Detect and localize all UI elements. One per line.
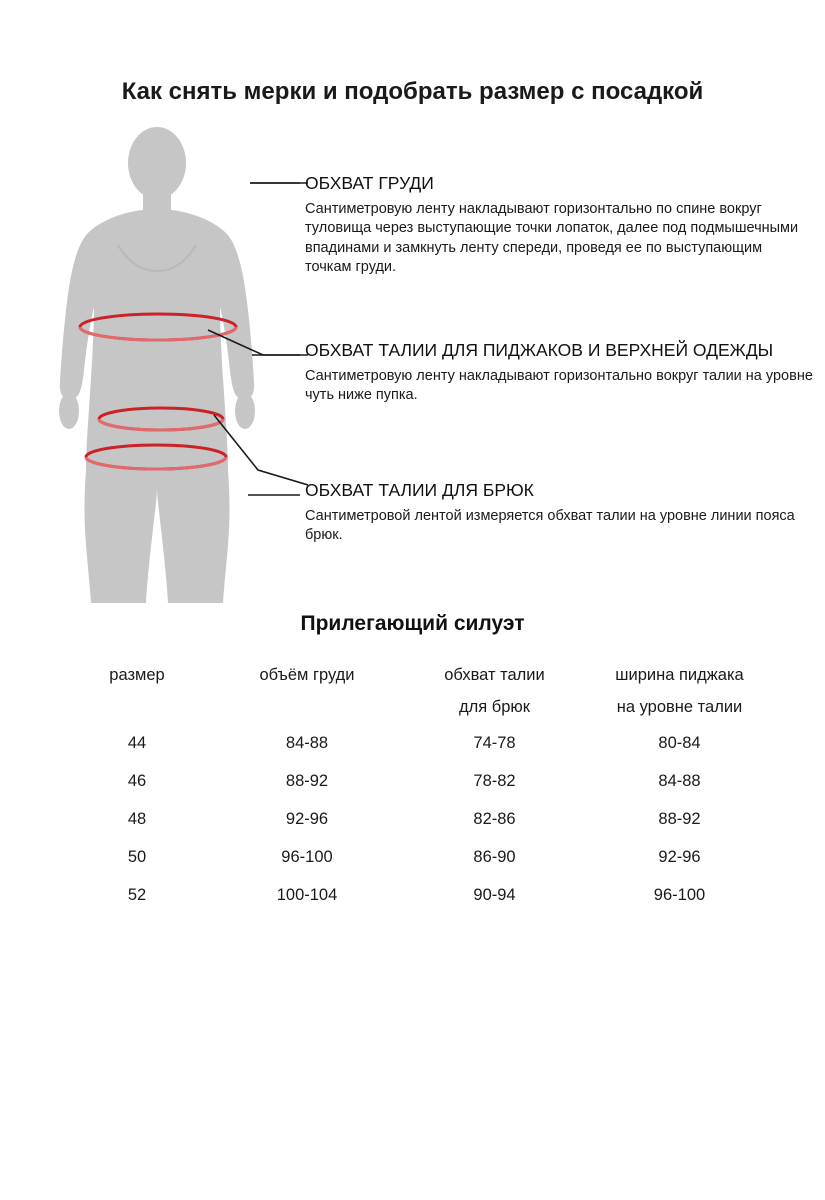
table-row (62, 724, 772, 762)
cell-waist: 90-94 (473, 885, 516, 904)
callout-trouser-waist-title: ОБХВАТ ТАЛИИ ДЛЯ БРЮК (305, 480, 534, 500)
cell-chest: 88-92 (285, 771, 329, 790)
cell-size: 50 (127, 847, 147, 866)
cell-chest: 92-96 (285, 809, 329, 828)
col-subheader-chest (212, 690, 402, 724)
cell-jacket-width: 80-84 (658, 733, 701, 752)
callout-jacket-waist-body: Сантиметровую ленту накладывают горизонтально вокруг талии на уровне чуть ниже пупка. (305, 368, 813, 404)
section-title: Прилегающий силуэт (300, 612, 525, 635)
size-table (62, 660, 772, 914)
callout-trouser-waist-body: Сантиметровой лентой измеряется обхват талии на уровне линии пояса брюк. (305, 508, 795, 544)
col-subheader-waist: для брюк (459, 697, 530, 716)
cell-jacket-width: 96-100 (653, 885, 706, 904)
table-header-row-2 (62, 690, 772, 724)
table-row (62, 838, 772, 876)
callout-jacket-waist-title: ОБХВАТ ТАЛИИ ДЛЯ ПИДЖАКОВ И ВЕРХНЕЙ ОДЕЖДЫ (305, 340, 774, 360)
callout-trouser-waist (305, 480, 805, 546)
callout-jacket-waist (305, 340, 815, 406)
cell-chest: 96-100 (281, 847, 333, 866)
col-header-size: размер (109, 665, 165, 684)
cell-chest: 84-88 (285, 733, 329, 752)
cell-size: 46 (127, 771, 147, 790)
cell-waist: 78-82 (473, 771, 516, 790)
cell-chest: 100-104 (276, 885, 338, 904)
table-row (62, 800, 772, 838)
col-header-waist: обхват талии (444, 665, 545, 684)
callout-chest-body: Сантиметровую ленту накладывают горизонтально по спине вокруг туловища через выступающие точки лопаток, далее под подмышечными впадинами и замкнуть ленту спереди, проведя ее по выступающим точкам груди. (305, 201, 799, 276)
table-row (62, 876, 772, 914)
cell-waist: 82-86 (473, 809, 516, 828)
body-figure (18, 125, 308, 605)
col-subheader-size (62, 690, 212, 724)
callout-chest-title: ОБХВАТ ГРУДИ (305, 173, 434, 193)
cell-size: 52 (127, 885, 147, 904)
cell-jacket-width: 84-88 (658, 771, 701, 790)
col-header-jacket-width: ширина пиджака (615, 665, 744, 684)
col-header-chest: объём груди (259, 665, 355, 684)
cell-jacket-width: 92-96 (658, 847, 701, 866)
cell-waist: 74-78 (473, 733, 516, 752)
callout-chest (305, 173, 805, 278)
cell-size: 48 (127, 809, 147, 828)
table-header-row-1 (62, 660, 772, 690)
cell-jacket-width: 88-92 (658, 809, 701, 828)
table-row (62, 762, 772, 800)
cell-waist: 86-90 (473, 847, 516, 866)
col-subheader-jacket-width: на уровне талии (616, 697, 743, 716)
male-body-silhouette (59, 127, 255, 603)
page-title: Как снять мерки и подобрать размер с посадкой (121, 78, 704, 105)
cell-size: 44 (127, 733, 147, 752)
